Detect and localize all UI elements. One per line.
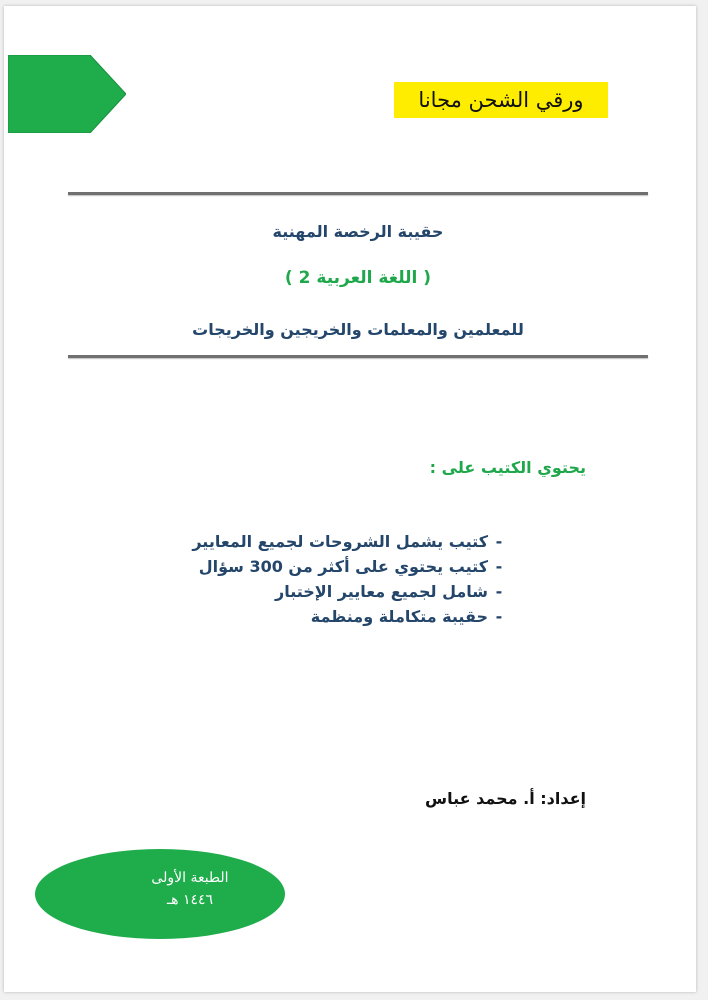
top-divider xyxy=(68,192,648,195)
bullet-dash: - xyxy=(495,557,503,576)
edition-label: الطبعة الأولى xyxy=(151,870,229,886)
document-title: حقيبة الرخصة المهنية xyxy=(272,222,444,241)
bottom-divider xyxy=(68,355,648,358)
edition-badge xyxy=(35,849,285,939)
list-item xyxy=(90,580,510,604)
document-subject: ( اللغة العربية 2 ) xyxy=(284,268,432,288)
bullet-dash: - xyxy=(495,582,503,601)
edition-year: ١٤٤٦ هـ xyxy=(167,892,214,908)
list-item-text: حقيبة متكاملة ومنظمة xyxy=(310,607,488,626)
list-item xyxy=(90,530,510,554)
list-item xyxy=(90,555,510,579)
list-item-text: كتيب يشمل الشروحات لجميع المعايير xyxy=(192,532,488,551)
bullet-dash: - xyxy=(495,532,503,551)
document-audience: للمعلمين والمعلمات والخريجين والخريجات xyxy=(192,320,524,339)
bullet-dash: - xyxy=(495,607,503,626)
list-item-text: شامل لجميع معايير الإختبار xyxy=(274,582,488,601)
contents-list xyxy=(90,530,510,630)
list-item xyxy=(90,605,510,629)
document-page xyxy=(4,6,696,992)
author-credit: إعداد: أ. محمد عباس xyxy=(425,789,586,808)
green-arrow-shape xyxy=(8,55,126,133)
contents-heading: يحتوي الكتيب على : xyxy=(429,458,586,477)
free-shipping-banner: ورقي الشحن مجانا xyxy=(394,82,608,118)
list-item-text: كتيب يحتوي على أكثر من 300 سؤال xyxy=(198,557,488,576)
